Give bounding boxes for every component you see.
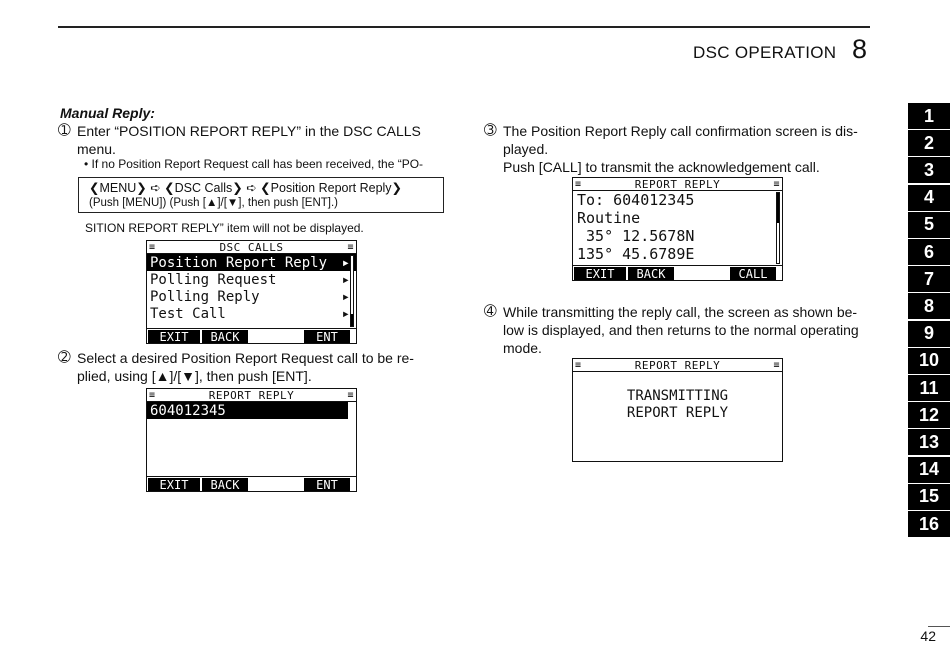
step2-number: ➁ [58, 348, 71, 366]
lcd-title-bar [147, 241, 356, 254]
chapter-tab-11[interactable]: 11 [908, 375, 950, 401]
chapter-tab-7[interactable]: 7 [908, 266, 950, 292]
category-line: Routine [577, 209, 641, 227]
lcd-title: REPORT REPLY [208, 388, 295, 402]
chapter-tab-4[interactable]: 4 [908, 185, 950, 211]
call-softkey[interactable]: CALL [730, 267, 776, 280]
to-address-line: To: 604012345 [577, 191, 695, 209]
exit-softkey[interactable]: EXIT [148, 478, 200, 491]
step4-text-line1: While transmitting the reply call, the screen as shown be- [503, 304, 858, 320]
chapter-tab-9[interactable]: 9 [908, 321, 950, 347]
back-softkey[interactable]: BACK [202, 330, 248, 343]
step4-number: ➃ [484, 302, 497, 320]
softkey-bar [147, 476, 356, 491]
chapter-tab-14[interactable]: 14 [908, 457, 950, 483]
step3-text-line1: The Position Report Reply call confirmation screen is dis- [503, 123, 858, 139]
chapter-tab-3[interactable]: 3 [908, 157, 950, 183]
menu-icon: ≡ [575, 360, 582, 371]
section-title: DSC OPERATION [693, 43, 837, 62]
chapter-tab-12[interactable]: 12 [908, 402, 950, 428]
lcd-title: REPORT REPLY [634, 177, 721, 191]
longitude-line: 135° 45.6789E [577, 245, 695, 263]
call-list-item[interactable]: 604012345 [147, 402, 348, 419]
chapter-number: 8 [852, 34, 868, 64]
lcd-title-bar [573, 178, 782, 191]
step1-text-line1: Enter “POSITION REPORT REPLY” in the DSC CALLS [77, 123, 421, 139]
menu-item-position-report-reply[interactable]: Position Report Reply ▸ [147, 254, 356, 271]
menu-icon: ≡ [149, 242, 156, 253]
step3-number: ➂ [484, 121, 497, 139]
page-number-rule [928, 626, 950, 627]
transmitting-line2: REPORT REPLY [626, 405, 729, 421]
note-line1: • If no Position Report Request call has been received, the “PO- [84, 157, 424, 171]
page-number: 42 [920, 628, 936, 644]
chapter-tab-2[interactable]: 2 [908, 130, 950, 156]
chapter-tab-1[interactable]: 1 [908, 103, 950, 129]
lcd-transmitting [572, 358, 783, 462]
lcd-dsc-calls [146, 240, 357, 344]
step2-text-line1: Select a desired Position Report Request call to be re- [77, 350, 414, 366]
chapter-tab-16[interactable]: 16 [908, 511, 950, 537]
menu-item-test-call[interactable]: Test Call ▸ [150, 305, 350, 322]
arrow-right-icon: ▸ [341, 305, 350, 322]
menu-item-polling-reply[interactable]: Polling Reply ▸ [150, 288, 350, 305]
menu-icon: ≡ [773, 179, 780, 190]
step1-number: ➀ [58, 121, 71, 139]
arrow-right-icon: ▸ [341, 288, 350, 305]
back-softkey[interactable]: BACK [628, 267, 674, 280]
chapter-tab-8[interactable]: 8 [908, 293, 950, 319]
chapter-tab-5[interactable]: 5 [908, 212, 950, 238]
chapter-tab-6[interactable]: 6 [908, 239, 950, 265]
transmitting-line1: TRANSMITTING [626, 388, 729, 404]
chapter-tab-15[interactable]: 15 [908, 484, 950, 510]
latitude-line: 35° 12.5678N [577, 227, 695, 245]
ent-softkey[interactable]: ENT [304, 330, 350, 343]
step4-text-line3: mode. [503, 340, 542, 356]
lcd-title-bar [147, 389, 356, 402]
ent-softkey[interactable]: ENT [304, 478, 350, 491]
chapter-tab-10[interactable]: 10 [908, 348, 950, 374]
step1-text-line2: menu. [77, 141, 116, 157]
lcd-title-bar [573, 359, 782, 372]
arrow-right-icon: ▸ [341, 271, 350, 288]
arrow-right-icon: ▸ [341, 254, 350, 271]
header-rule [58, 26, 870, 28]
manual-reply-heading: Manual Reply: [60, 105, 155, 121]
menu-icon: ≡ [773, 360, 780, 371]
menu-path-hint-row: (Push [MENU]) (Push [▲]/[▼], then push [ENT].) [89, 197, 339, 209]
lcd-title: DSC CALLS [219, 240, 284, 254]
step2-text-line2: plied, using [▲]/[▼], then push [ENT]. [77, 368, 312, 384]
lcd-report-reply-confirm [572, 177, 783, 281]
menu-path-box [78, 177, 444, 213]
scrollbar[interactable] [776, 192, 780, 264]
chapter-tab-13[interactable]: 13 [908, 429, 950, 455]
exit-softkey[interactable]: EXIT [574, 267, 626, 280]
menu-icon: ≡ [347, 390, 354, 401]
back-softkey[interactable]: BACK [202, 478, 248, 491]
lcd-report-reply-list [146, 388, 357, 492]
step4-text-line2: low is displayed, and then returns to the normal operating [503, 322, 859, 338]
softkey-bar [147, 328, 356, 343]
menu-item-polling-request[interactable]: Polling Request ▸ [150, 271, 350, 288]
note-line2: SITION REPORT REPLY” item will not be displayed. [85, 221, 364, 235]
scrollbar[interactable] [350, 255, 354, 327]
lcd-title: REPORT REPLY [634, 358, 721, 372]
menu-path-row: ❮MENU❯ ➪ ❮DSC Calls❯ ➪ ❮Position Report Reply❯ [89, 181, 403, 195]
menu-icon: ≡ [347, 242, 354, 253]
step3-text-line3: Push [CALL] to transmit the acknowledgement call. [503, 159, 820, 175]
step3-text-line2: played. [503, 141, 549, 157]
menu-icon: ≡ [149, 390, 156, 401]
exit-softkey[interactable]: EXIT [148, 330, 200, 343]
softkey-bar [573, 265, 782, 280]
menu-icon: ≡ [575, 179, 582, 190]
